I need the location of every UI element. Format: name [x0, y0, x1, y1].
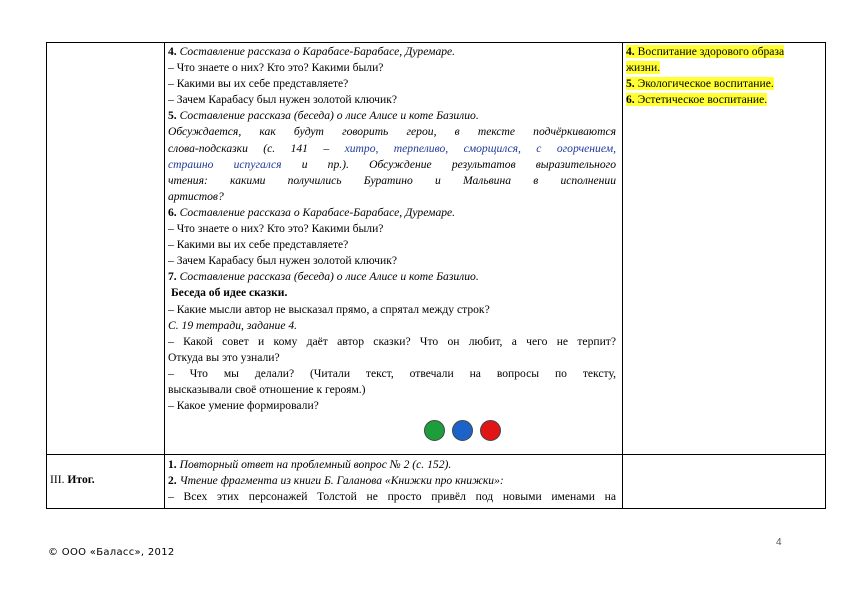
- text-line: – Какое умение формировали?: [168, 399, 319, 413]
- text-line: Беседа об идее сказки.: [171, 286, 288, 300]
- text-line: страшно испугался и пр.). Обсуждение результатов выразительного: [168, 157, 616, 171]
- text-line: 2. Чтение фрагмента из книги Б. Галанова «Книжки про книжки»:: [168, 474, 504, 488]
- table-right-border: [825, 42, 826, 509]
- table-column-divider: [164, 42, 165, 509]
- text-line: 7. Составление рассказа (беседа) о лисе Алисе и коте Базилио.: [168, 270, 479, 284]
- text-line: 6. Составление рассказа о Карабасе-Барабасе, Дуремаре.: [168, 205, 456, 219]
- text-line: Обсуждается, как будут говорить герои, в тексте подчёркиваются: [168, 125, 616, 139]
- blue-dot-icon: [452, 420, 473, 441]
- text-line: – Какими вы их себе представляете?: [168, 77, 349, 91]
- goals-cell: [626, 44, 822, 108]
- goal-item: 5. Экологическое воспитание.: [626, 77, 774, 91]
- text-line: – Что знаете о них? Кто это? Какими были?: [168, 222, 384, 236]
- text-line: артистов?: [168, 189, 224, 203]
- text-line: слова-подсказки (с. 141 – хитро, терпеливо, сморщился, с огорчением,: [168, 141, 616, 155]
- text-line: – Какой совет и кому даёт автор сказки? Что он любит, а чего не терпит?: [168, 334, 616, 348]
- text-line: 1. Повторный ответ на проблемный вопрос № 2 (с. 152).: [168, 458, 452, 471]
- table-top-border: [46, 42, 826, 43]
- summary-cell: [168, 457, 616, 505]
- page-number: 4: [776, 537, 782, 548]
- text-line: чтения: какими получились Буратино и Мальвина в исполнении: [168, 173, 616, 187]
- text-line: Откуда вы это узнали?: [168, 350, 280, 364]
- red-dot-icon: [480, 420, 501, 441]
- text-line: – Всех этих персонажей Толстой не просто привёл под новыми именами на: [168, 490, 616, 504]
- text-line: – Зачем Карабасу был нужен золотой ключик?: [168, 93, 397, 107]
- text-line: – Зачем Карабасу был нужен золотой ключик?: [168, 254, 397, 268]
- table-column-divider: [622, 42, 623, 509]
- table-row-divider: [46, 454, 826, 455]
- table-bottom-border: [46, 508, 826, 509]
- content-cell: [168, 44, 616, 414]
- green-dot-icon: [424, 420, 445, 441]
- text-line: – Что мы делали? (Читали текст, отвечали на вопросы по тексту,: [168, 366, 616, 380]
- goal-item: жизни.: [626, 61, 661, 75]
- goal-item: 4. Воспитание здорового образа: [626, 45, 785, 58]
- goal-item: 6. Эстетическое воспитание.: [626, 93, 768, 107]
- section-label: III. Итог.: [50, 473, 95, 486]
- text-line: высказывали своё отношение к героям.): [168, 382, 366, 396]
- text-line: – Какими вы их себе представляете?: [168, 238, 349, 252]
- table-left-border: [46, 42, 47, 509]
- text-line: – Что знаете о них? Кто это? Какими были?: [168, 61, 384, 75]
- copyright-footer: © ООО «Баласс», 2012: [48, 547, 175, 558]
- text-line: 4. Составление рассказа о Карабасе-Барабасе, Дуремаре.: [168, 45, 456, 58]
- lesson-table: [46, 42, 826, 509]
- text-line: 5. Составление рассказа (беседа) о лисе Алисе и коте Базилио.: [168, 109, 479, 123]
- text-line: С. 19 тетради, задание 4.: [168, 318, 298, 332]
- text-line: – Какие мысли автор не высказал прямо, а спрятал между строк?: [168, 302, 490, 316]
